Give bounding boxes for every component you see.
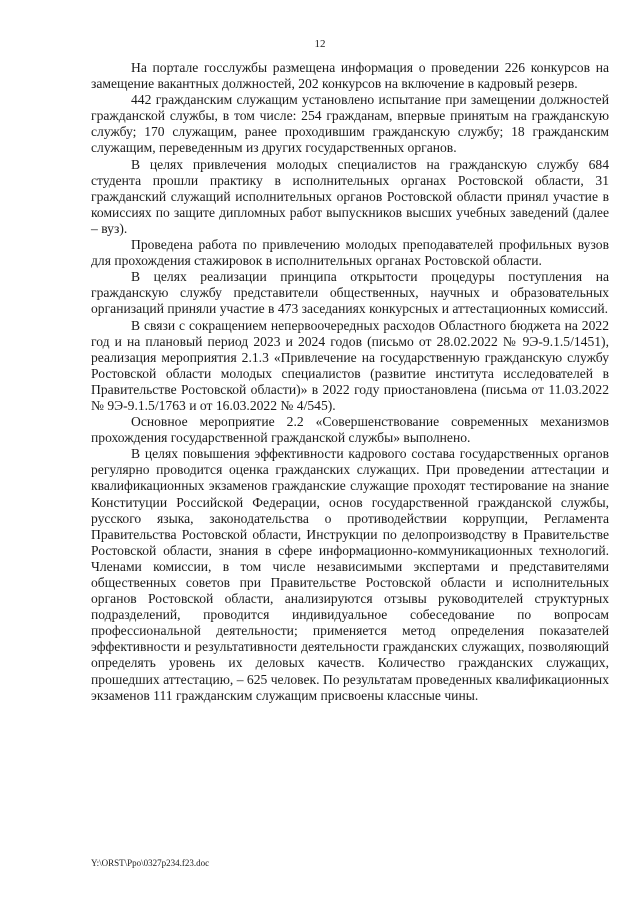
paragraph-openness: В целях реализации принципа открытости процедуры поступления на гражданскую службу представители общественных, научных и образовательных организаций приняли участие в 473 заседаниях конкурсных и аттестационных комиссий. xyxy=(91,269,609,317)
paragraph-young-specialists: В целях привлечения молодых специалистов на гражданскую службу 684 студента прошли практику в исполнительных органах Ростовской области, 31 гражданский служащий исполнительных органов Ростовской области принял участие в комиссиях по защите дипломных работ выпускников высших учебных заведений (далее – вуз). xyxy=(91,156,609,236)
paragraph-young-teachers: Проведена работа по привлечению молодых преподавателей профильных вузов для прохождения стажировок в исполнительных органах Ростовской области. xyxy=(91,237,609,269)
paragraph-main-activity: Основное мероприятие 2.2 «Совершенствование современных механизмов прохождения государственной гражданской службы» выполнено. xyxy=(91,414,609,446)
paragraph-probation: 442 гражданским служащим установлено испытание при замещении должностей гражданской службы, в том числе: 254 гражданам, впервые принятым на гражданскую службу; 170 служащим, ранее проходившим гражданскую службу; 18 гражданским служащим, переведенным из других государственных органов. xyxy=(91,92,609,156)
document-body xyxy=(91,60,609,704)
paragraph-competitions: На портале госслужбы размещена информация о проведении 226 конкурсов на замещение вакантных должностей, 202 конкурсов на включение в кадровый резерв. xyxy=(91,60,609,92)
paragraph-budget-reduction: В связи с сокращением непервоочередных расходов Областного бюджета на 2022 год и на плановый период 2023 и 2024 годов (письмо от 28.02.2022 № 9Э-9.1.5/1451), реализация мероприятия 2.1.3 «Привлечение на государственную гражданскую службу Ростовской области молодых специалистов (развитие института исследователей в Правительстве Ростовской области)» в 2022 году приостановлена (письма от 11.03.2022 № 9Э-9.1.5/1763 и от 16.03.2022 № 4/545). xyxy=(91,317,609,413)
paragraph-assessment: В целях повышения эффективности кадрового состава государственных органов регулярно проводится оценка гражданских служащих. При проведении аттестации и квалификационных экзаменов гражданские служащие проходят тестирование на знание Конституции Российской Федерации, основ государственной гражданской службы, русского языка, законодательства о противодействии коррупции, Регламента Правительства Ростовской области, Инструкции по делопроизводству в Правительстве Ростовской области, знания в сфере информационно-коммуникационных технологий. Членами комиссии, в том числе независимыми экспертами и представителями общественных советов при Правительстве Ростовской области и исполнительных органов Ростовской области, анализируются отзывы руководителей структурных подразделений, проводится индивидуальное собеседование по вопросам профессиональной деятельности; применяется метод определения показателей эффективности и результативности деятельности гражданских служащих, позволяющий определять уровень их деловых качеств. Количество гражданских служащих, прошедших аттестацию, – 625 человек. По результатам проведенных квалификационных экзаменов 111 гражданским служащим присвоены классные чины. xyxy=(91,446,609,703)
footer-file-path: Y:\ORST\Ppo\0327p234.f23.doc xyxy=(91,858,210,868)
page-number: 12 xyxy=(314,38,326,50)
